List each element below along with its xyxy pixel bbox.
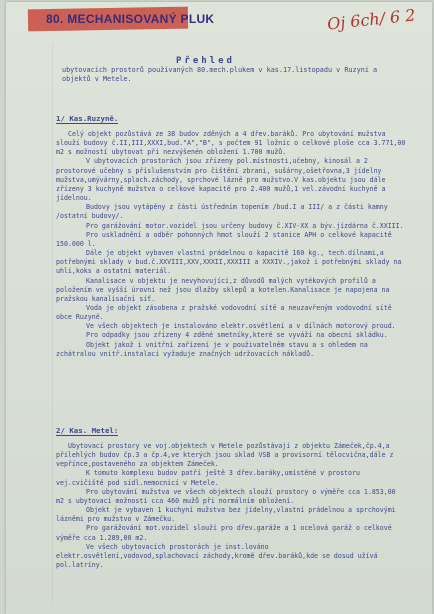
section2-paragraph: Ve všech ubytovacích prostorách je inst.lováno elektr.osvětlení,vodovod,splachovací záchody,kromě dřev.baráků,kde se dosud užívá pol.latríny. [56, 542, 378, 570]
section1-paragraph: Pro odpadky jsou zřízeny 4 zděné smetníky,které se vyváží na obecní skládku. [86, 331, 388, 340]
section2-paragraph: Objekt je vybaven 1 kuchyní mužstva bez jídelny,vlastní prádelnou a sprchovými lázněmi pro mužstvo v Zámečku. [56, 506, 396, 524]
section1-paragraph: Voda je objekt zásobena z pražské vodovodní sítě a neuzavřeným vodovodní sítě obce Ruzyně. [56, 303, 392, 322]
section2-paragraph: Ubytovací prostory ve voj.objektech v Metele pozůstávají z objektu Zámeček,čp.4,a přilehlých budov čp.3 a čp.4,ve kterých jsou sklad VSB a provisorní tělocvična,dále z vepřínce,postaveného za objektem Zámeček. [56, 442, 394, 469]
section2-paragraph: Pro garážování mot.vozidel slouží pro dřev.garáže a 1 ocelová garáž o celkové výměře cca 1.289,00 m2. [56, 524, 392, 542]
section1-paragraph: V ubytovacích prostorách jsou zřízeny pol.místnosti,učebny, kinosál a 2 prostorové učebny s příslušenstvím pro čištění zbraní, sušárny,ošetřovna,3 jídelny mužstva,umývárny,splach.záchody, sprchové lázně pro mužstvo.V kas.objektu jsou dále zřízeny 3 kuchyně mužstva o celkové kapacitě pro 2.400 mužů,1 vel.závodní kuchyně a jídelnou. [56, 157, 386, 203]
document-title: Přehled [176, 56, 235, 66]
document-intro: ubytovacích prostorů používaných 80.mech.plukem v kas.17.listopadu v Ruzyni a objektů v Metele. [62, 66, 378, 84]
section1-body [56, 130, 406, 359]
section2-heading-text: 2/ Kas. Metel: [56, 426, 119, 435]
section2-paragraph: Pro ubytování mužstva ve všech objektech slouží prostory o výměře cca 1.853,00 m2 s ubytovací možností cca 460 mužů při normálním obložení. [56, 487, 396, 505]
section2-body [56, 442, 406, 570]
section1-paragraph: Dále je objekt vybaven vlastní prádelnou o kapacitě 160 kg., tech.dílnami,a potřebnými sklady v bud.č.XXVIII,XXV,XXXII,XXXIII a XXXIV.,jakož i potřebnými sklady na uhlí,koks a ostatní materiál. [56, 249, 402, 276]
margin-shade [52, 42, 53, 602]
document-page [6, 2, 432, 614]
section1-paragraph: Pro garážování motor.vozidel jsou určeny budovy č.XIV-XX a býv.jízdárna č.XXIII. [86, 221, 404, 230]
section1-paragraph: Pro uskladnění a odběr pohonných hmot slouží 2 stanice APH o celkové kapacitě 150.000 l. [56, 230, 392, 248]
section1-heading-text: 1/ Kas.Ruzyně. [56, 114, 119, 123]
section1-paragraph: Objekt jakož i vnitřní zařízení je v použivatelném stavu a s ohledem na zchátralou vnitř.instalaci vyžaduje značných udržovacích nákladů. [56, 340, 368, 358]
handwritten-reference: Oj 6ch/ 6 2 [326, 5, 417, 34]
section1-heading [56, 114, 118, 123]
section1-paragraph: Budovy jsou vytápěny z části ústředním topením /bud.I a III/ a z části kamny /ostatní budovy/. [56, 203, 388, 221]
section2-paragraph: K tomuto komplexu budov patří ještě 3 dřev.baráky,umístěné v prostoru vej.cvičiště pod sídl.nemocnicí v Metele. [56, 469, 360, 487]
section1-paragraph: Celý objekt pozůstává ze 38 budov zděných a 4 dřev.baráků. Pro ubytování mužstva slouží budovy č.II,III,XXXI,bud."A","B", s počtem 91 ložnic o celkové ploše cca 3.771,00 m2 s možností ubytovat při nezvýšenén obložení 1.700 mužů. [56, 130, 406, 157]
unit-stamp-text: 80. MECHANISOVANÝ PLUK [46, 12, 215, 26]
section1-paragraph: Kanalisace v objektu je nevyhovující,z důvodů malých vytékových profilů a položením ve vyšší úrovni než jsou dlažby sklepů a kotelen.Kanalisace je napojena na pražskou kanalisační síť. [56, 276, 390, 303]
section1-paragraph: Ve všech objektech je instalováno elektr.osvětlení a v dílnách motorový proud. [86, 322, 396, 331]
section2-heading [56, 426, 118, 435]
